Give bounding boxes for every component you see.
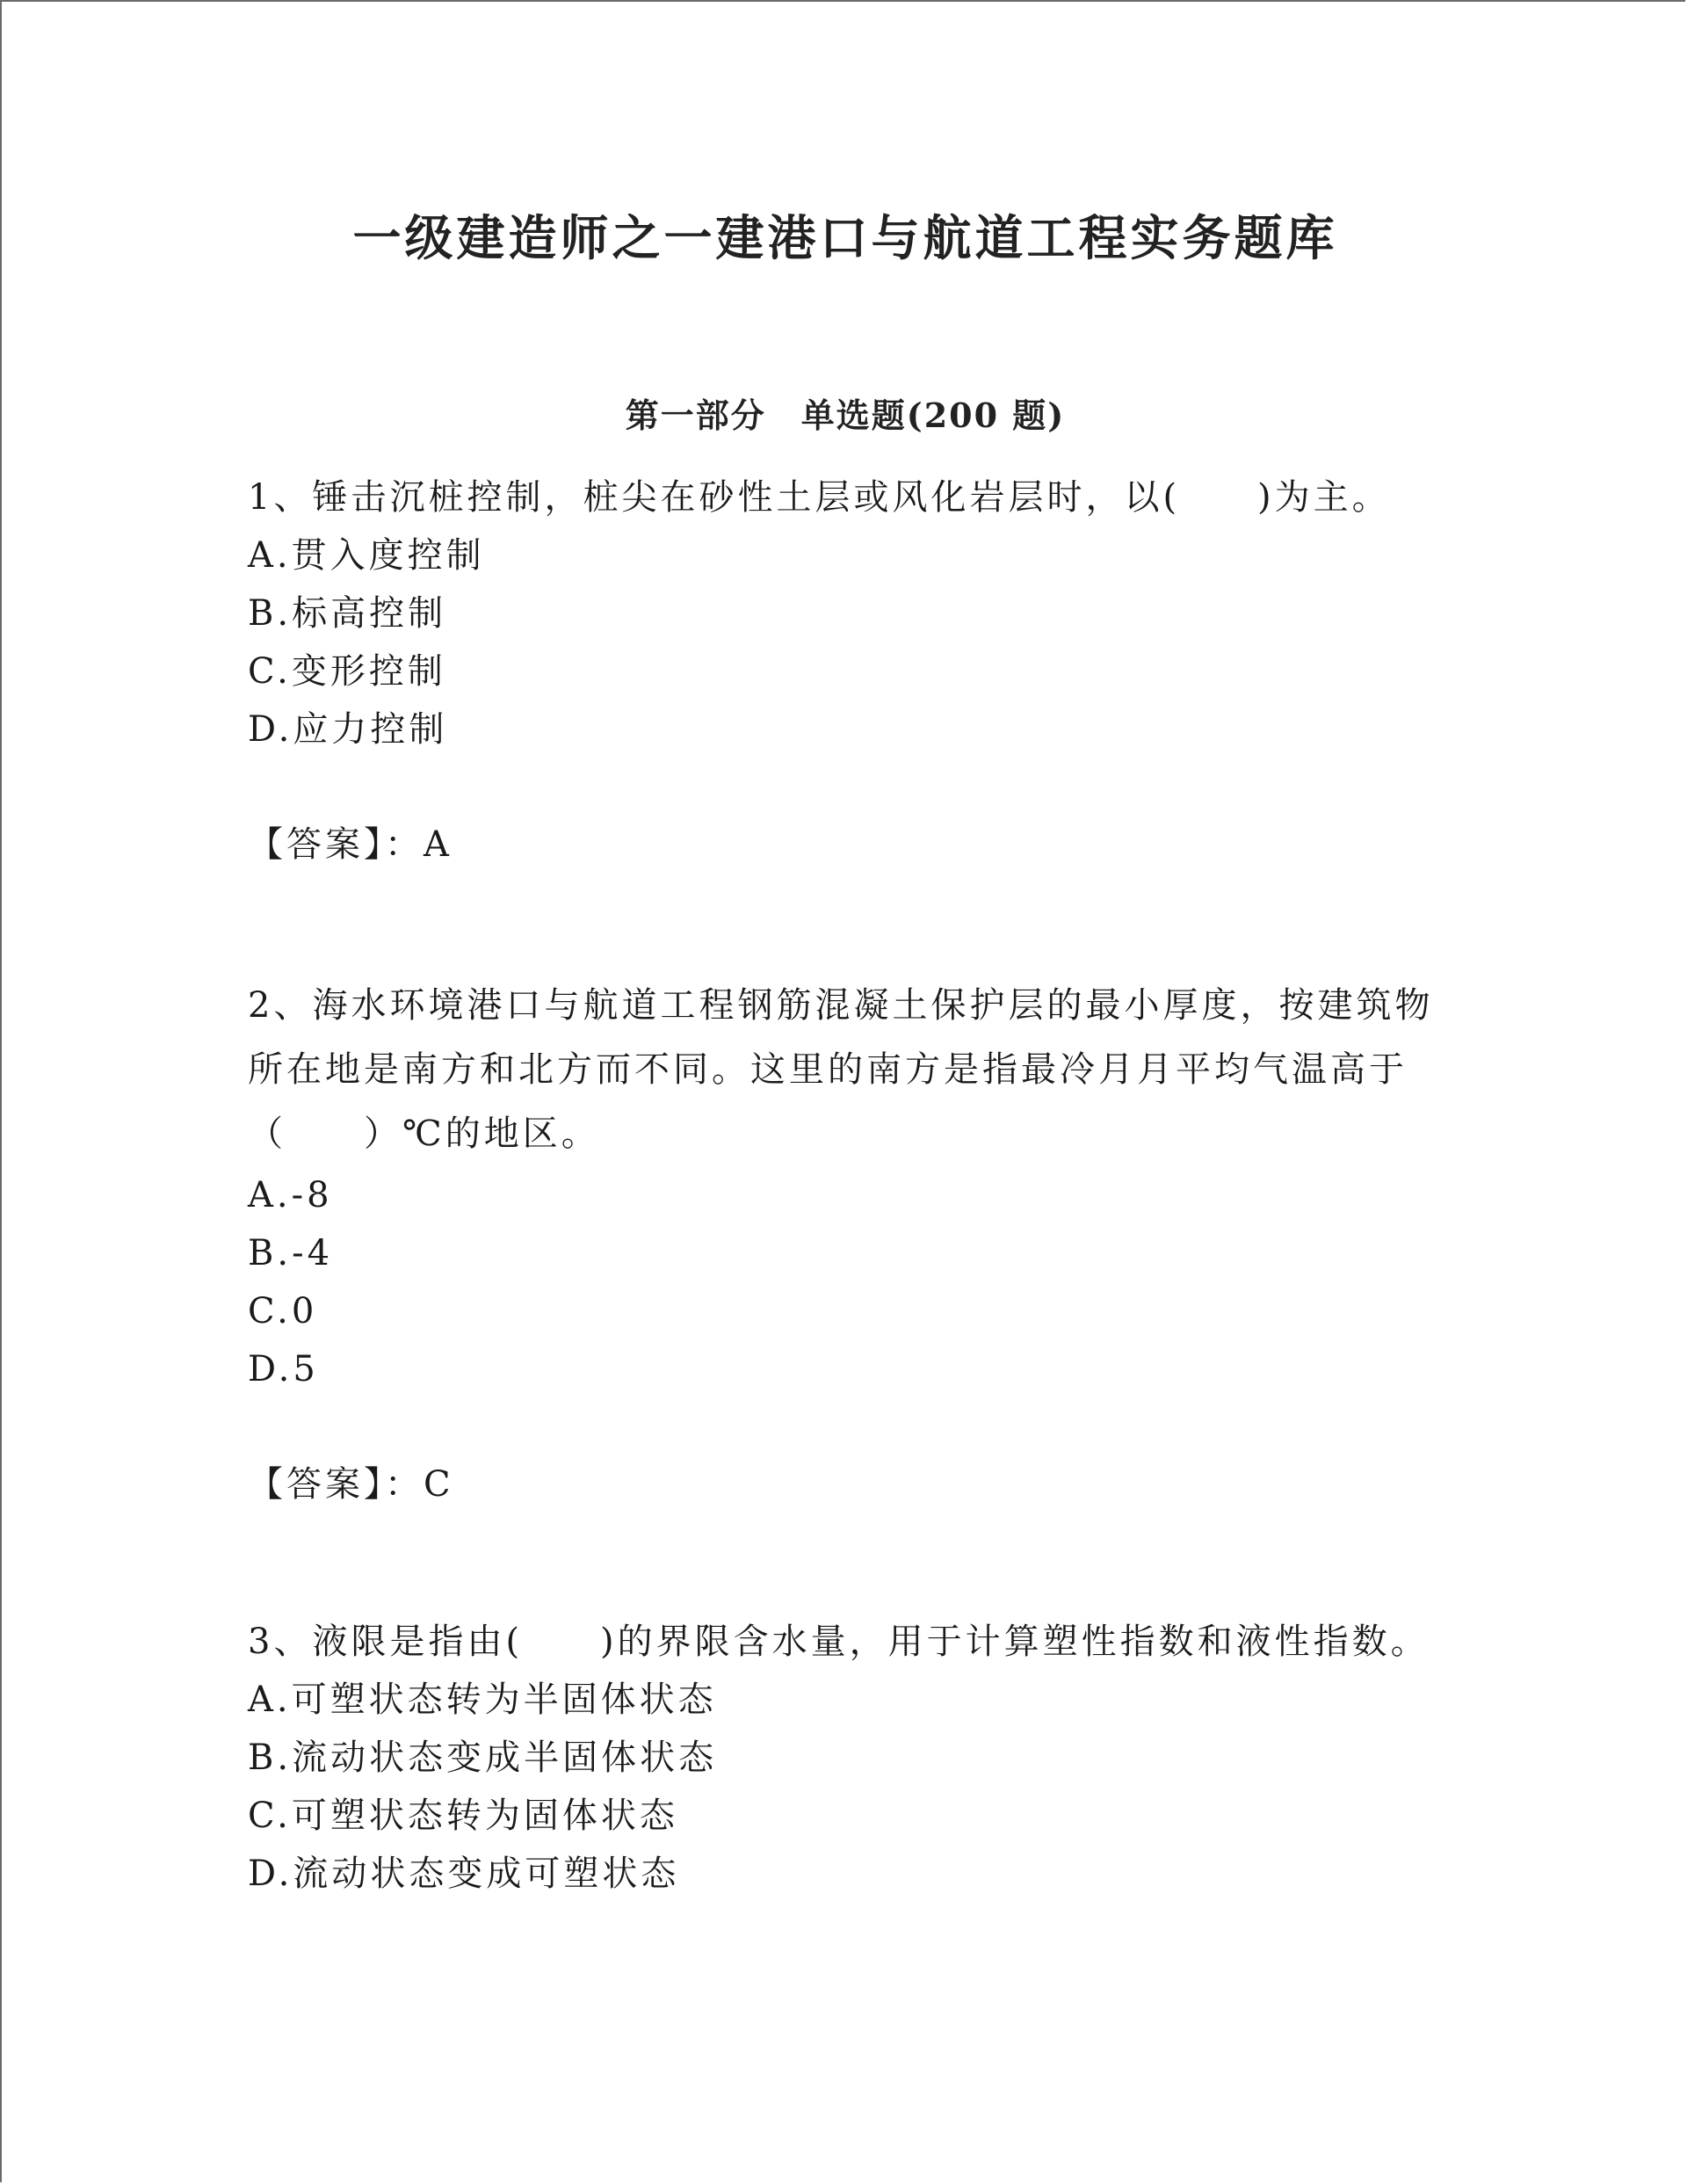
question-3 — [248, 1614, 1460, 1903]
document-title: 一级建造师之一建港口与航道工程实务题库 — [352, 209, 1338, 266]
question-stem: 1、锤击沉桩控制，桩尖在砂性土层或风化岩层时，以( )为主。 — [248, 477, 1391, 518]
question-list — [248, 469, 1460, 1903]
option-b: B.-4 — [248, 1233, 334, 1273]
question-stem: 3、液限是指由( )的界限含水量，用于计算塑性指数和液性指数。 — [248, 1622, 1430, 1662]
option-d: D.流动状态变成可塑状态 — [248, 1854, 680, 1894]
question-2 — [248, 974, 1460, 1513]
option-a: A.可塑状态转为半固体状态 — [248, 1680, 717, 1720]
option-b: B.标高控制 — [248, 593, 447, 634]
answer-line: 【答案】：A — [248, 824, 453, 865]
option-c: C.可塑状态转为固体状态 — [248, 1796, 678, 1836]
option-d: D.5 — [248, 1349, 319, 1389]
question-stem: 2、海水环境港口与航道工程钢筋混凝土保护层的最小厚度，按建筑物所在地是南方和北方而不同。这里的南方是指最冷月月平均气温高于（ ）℃的地区。 — [248, 985, 1434, 1154]
option-b: B.流动状态变成半固体状态 — [248, 1738, 718, 1778]
option-c: C.0 — [248, 1291, 318, 1331]
answer-line: 【答案】：C — [248, 1464, 454, 1505]
section-heading: 第一部分 单选题(200 题) — [625, 395, 1066, 435]
option-a: A.-8 — [248, 1175, 333, 1215]
option-d: D.应力控制 — [248, 709, 448, 750]
option-a: A.贯入度控制 — [248, 535, 485, 576]
question-1 — [248, 469, 1460, 874]
option-c: C.变形控制 — [248, 651, 446, 692]
